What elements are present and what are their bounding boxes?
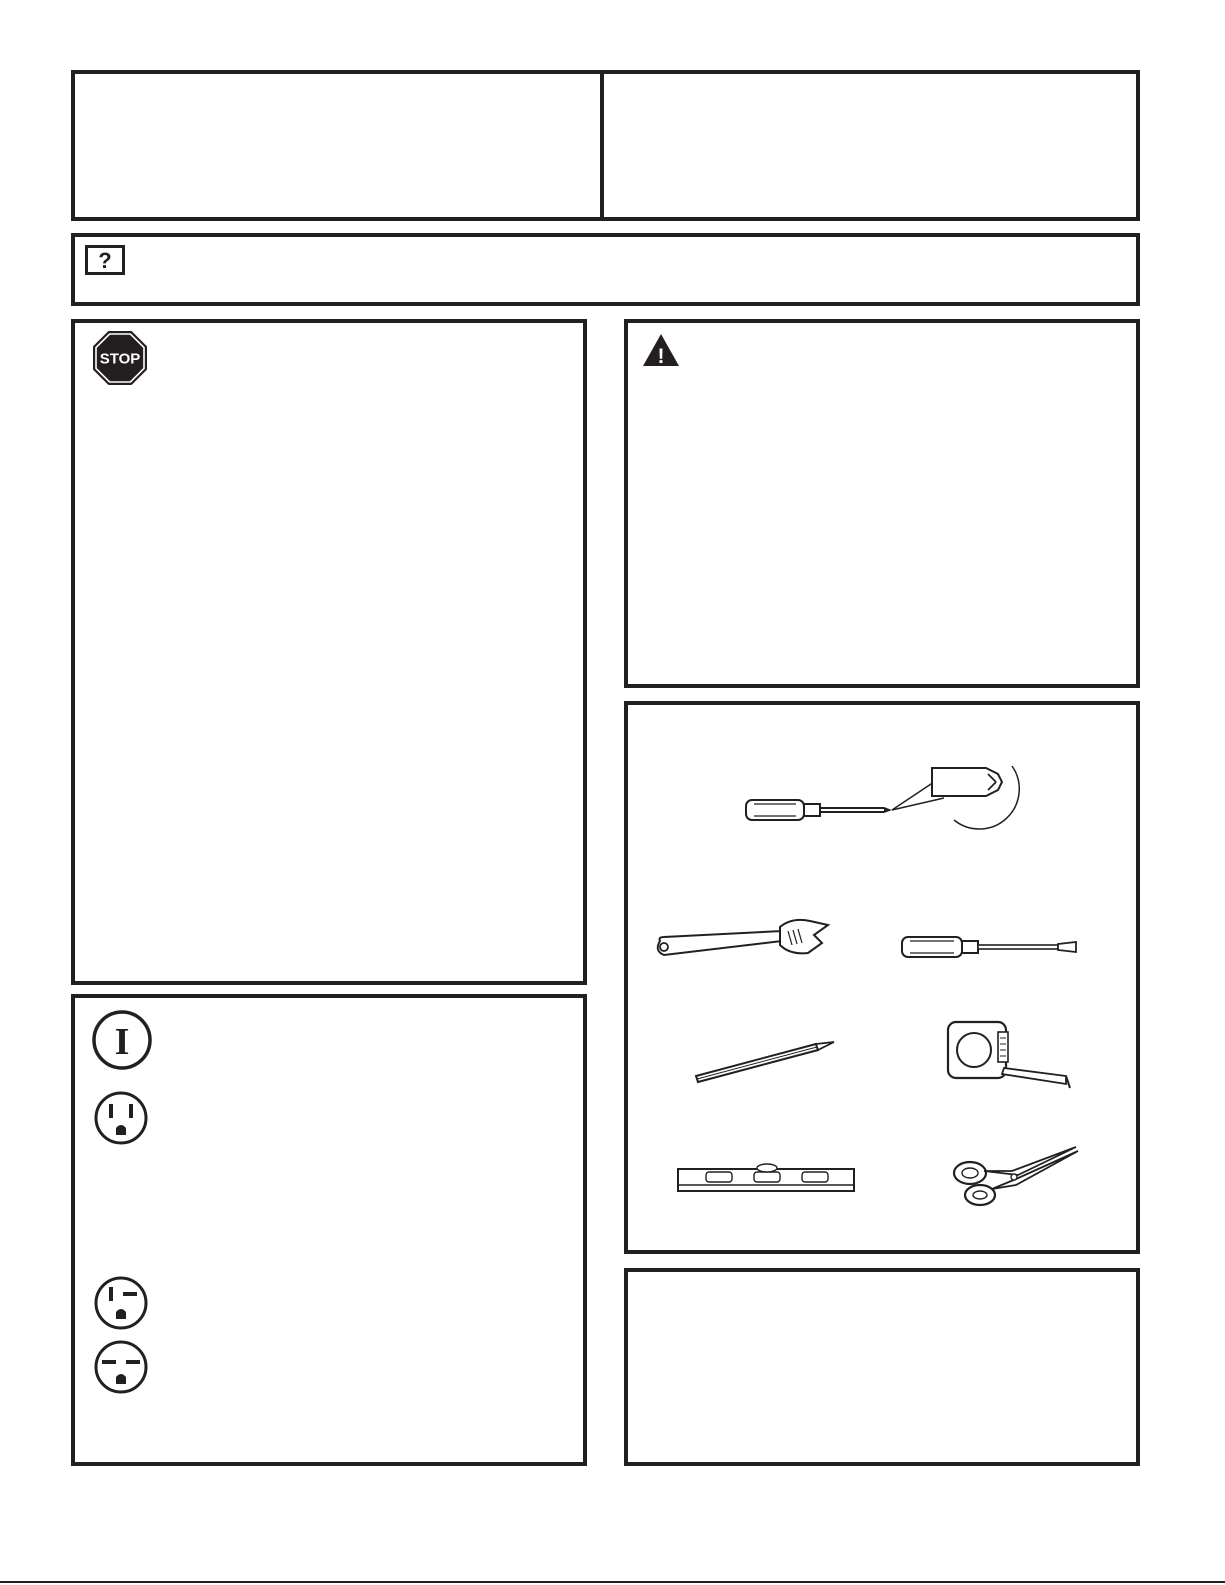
stop-panel xyxy=(71,319,587,985)
page-bottom-rule xyxy=(0,1581,1225,1583)
warning-glyph: ! xyxy=(657,345,665,367)
header-box xyxy=(71,70,1140,221)
flat-blade-screwdriver-illustration xyxy=(900,932,1080,962)
stop-sign-label: STOP xyxy=(99,350,141,368)
t-slot-outlet-icon xyxy=(93,1275,149,1331)
scissors-illustration xyxy=(948,1145,1082,1209)
pencil-illustration xyxy=(692,1040,838,1082)
important-glyph: I xyxy=(114,1021,130,1063)
adjustable-wrench-illustration xyxy=(652,915,832,965)
phillips-screwdriver-illustration xyxy=(744,760,1024,830)
question-mark-icon xyxy=(85,245,125,275)
warning-triangle-icon xyxy=(642,333,680,367)
three-prong-outlet-icon xyxy=(93,1090,149,1146)
notes-panel xyxy=(624,1268,1140,1466)
important-i-icon xyxy=(91,1009,153,1071)
help-glyph: ? xyxy=(98,248,112,273)
warning-panel xyxy=(624,319,1140,688)
header-divider xyxy=(600,70,604,221)
level-illustration xyxy=(676,1163,856,1195)
horizontal-slot-outlet-icon xyxy=(93,1339,149,1395)
stop-sign-icon xyxy=(92,330,148,386)
questions-bar xyxy=(71,233,1140,306)
tape-measure-illustration xyxy=(944,1018,1074,1092)
